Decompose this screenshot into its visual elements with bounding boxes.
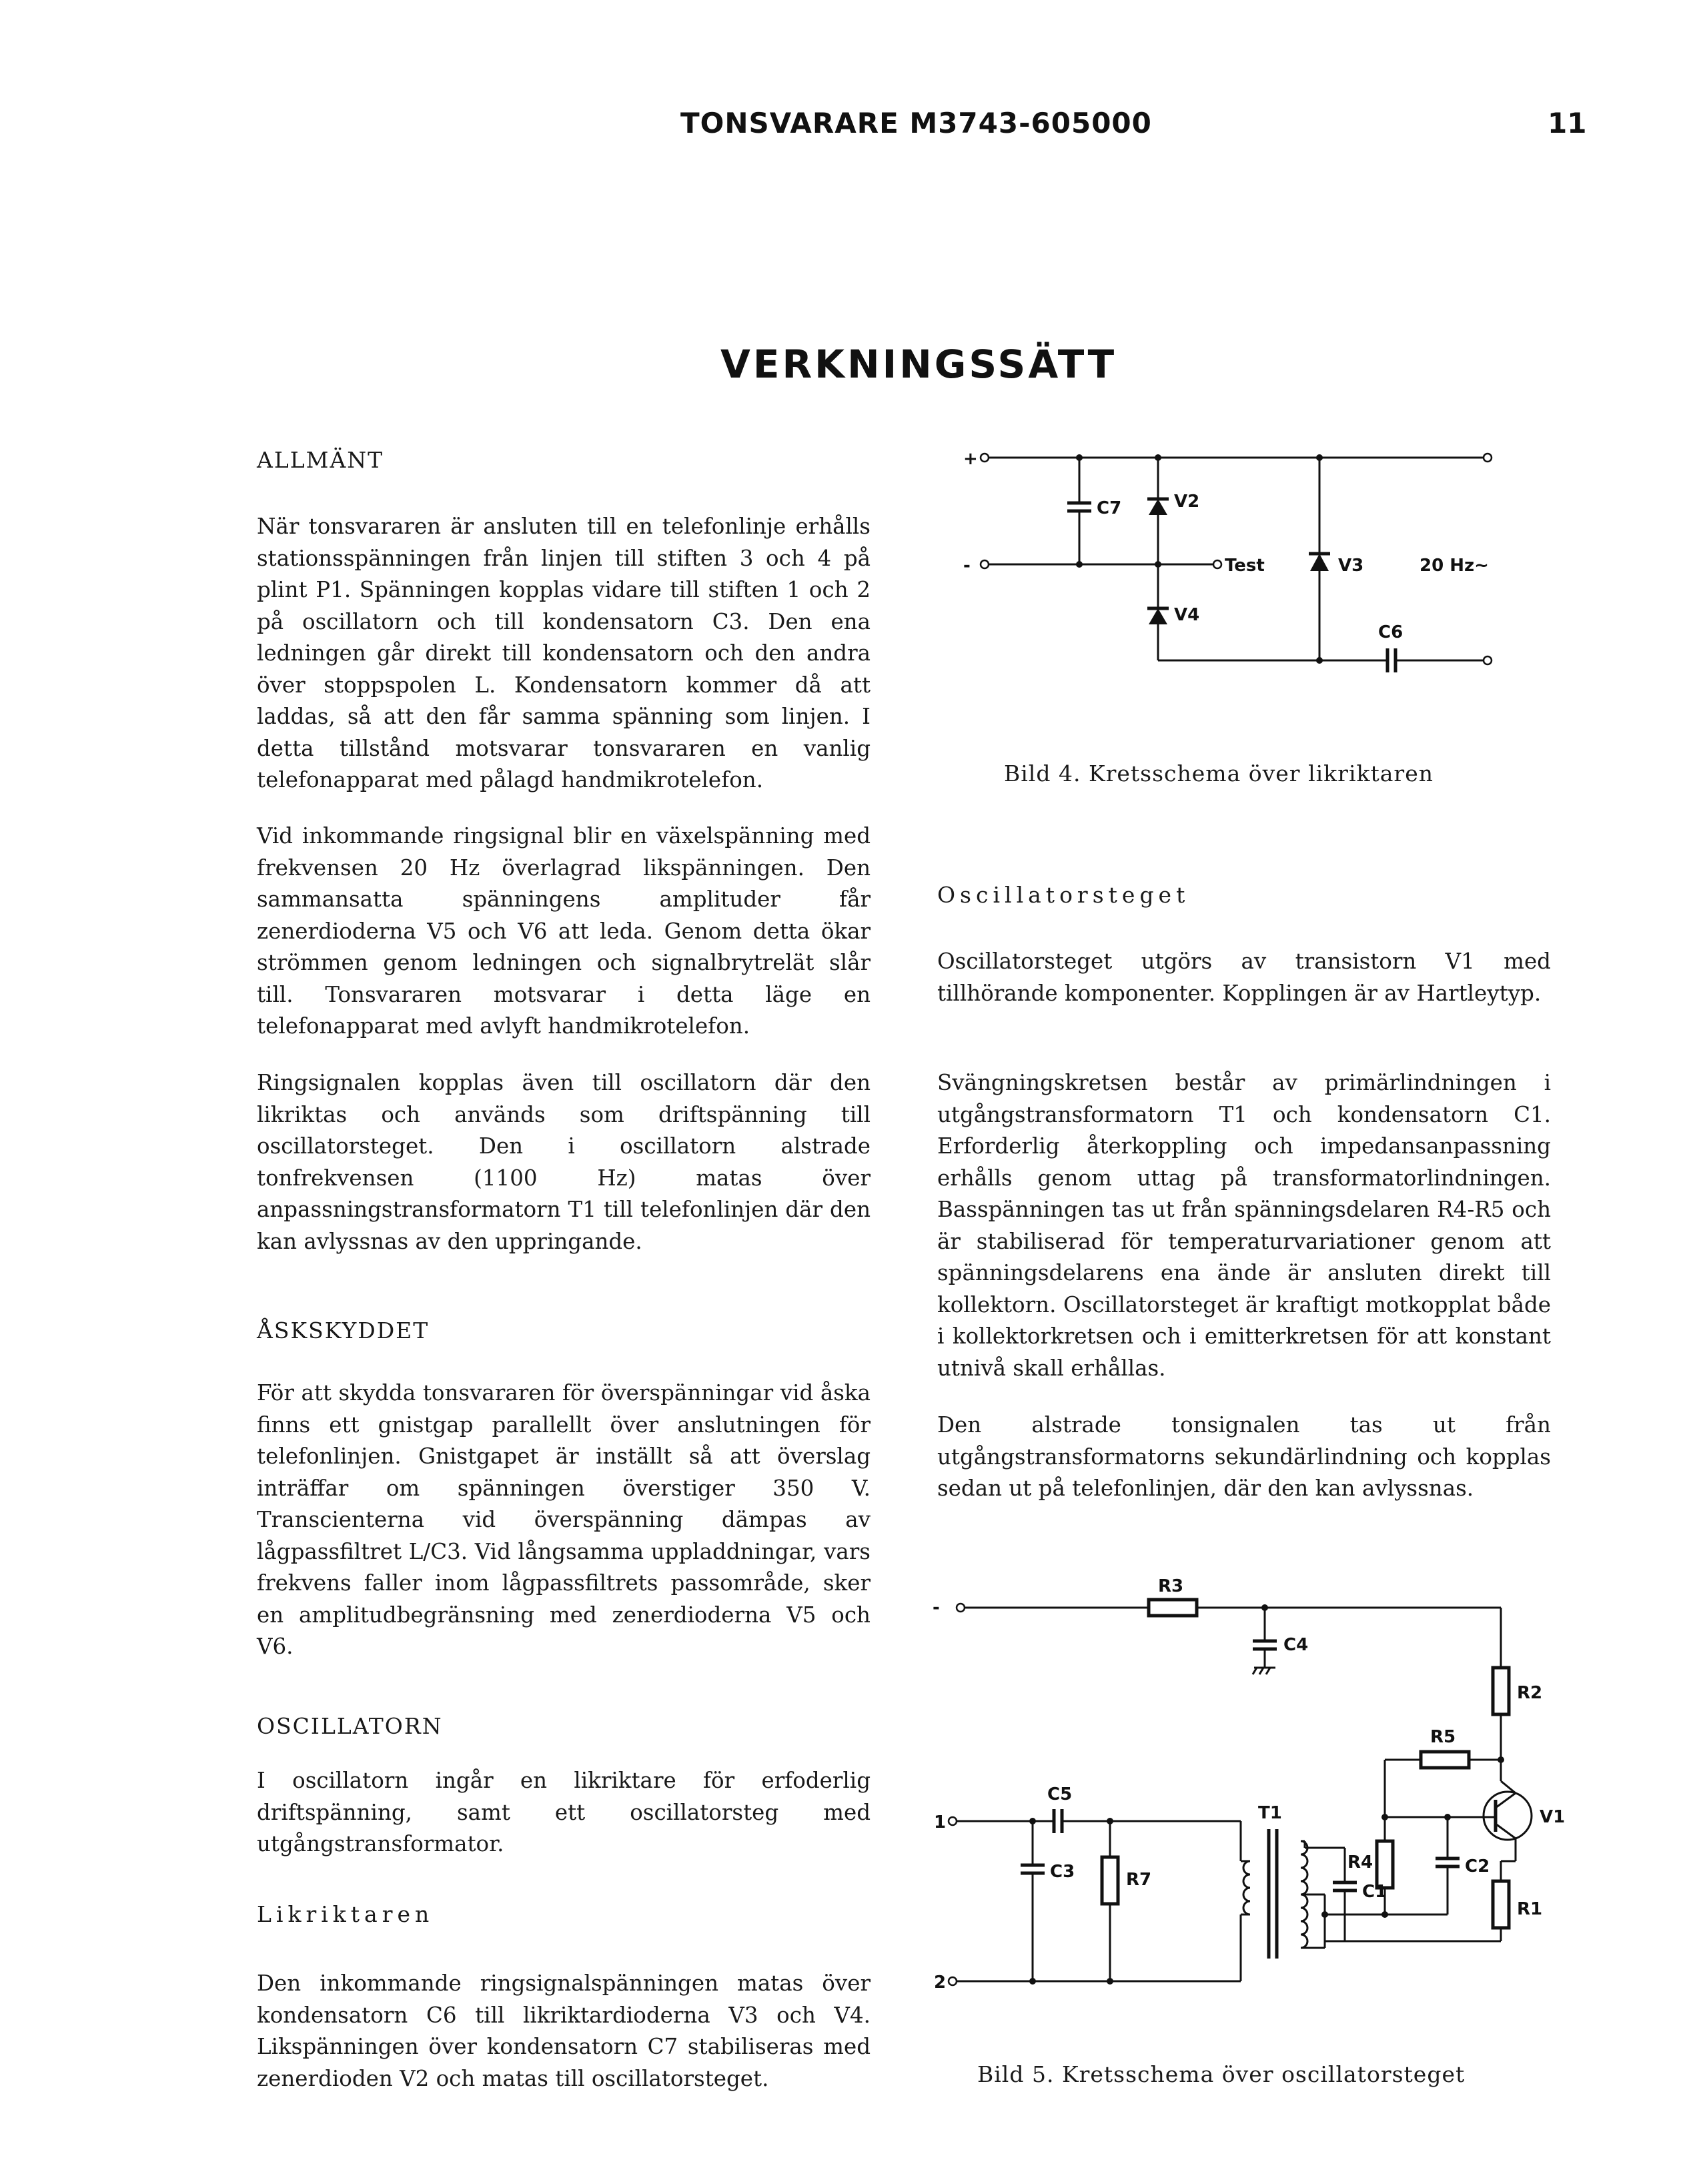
- page-title: VERKNINGSSÄTT: [720, 342, 1117, 387]
- figure-5-oscillator-schematic: [927, 1568, 1566, 1995]
- fig5-resistor-r7: [1102, 1857, 1118, 1904]
- fig5-label-c5: C5: [1047, 1784, 1073, 1804]
- paragraph-likriktaren: Den inkommande ringsignalspänningen matas över kondensatorn C6 till likriktardioderna V3 och V4. Likspänningen över kondensatorn C7 stabiliseras med zenerdioden V2 och matas till oscillatorsteget.: [257, 1971, 871, 2091]
- figure-4-rectifier-schematic: [961, 440, 1508, 687]
- fig5-resistor-r3: [1149, 1600, 1197, 1616]
- fig4-label-v3: V3: [1338, 556, 1364, 576]
- fig4-label-v2: V2: [1174, 492, 1200, 512]
- paragraph-oscillatorsteget-2: Svängningskretsen består av primärlindningen i utgångstransformatorn T1 och kondensatorn C1. Erforderlig återkoppling och impedansanpassning erhålls genom uttag på transformatorlindningen. Basspänningen tas ut från spänningsdelaren R4-R5 och är stabiliserad för temperaturvariationer genom att spänningsdelarens ena ände är ansluten direkt till kollektorn. Oscillatorsteget är kraftigt motkopplat både i kollektorkretsen och i emitterkretsen för att konstant utnivå skall erhållas.: [937, 1070, 1551, 1381]
- paragraph-allmant-1: När tonsvararen är ansluten till en telefonlinje erhålls stationsspänningen från linjen till stiften 3 och 4 på plint P1. Spänningen kopplas vidare till stiften 1 och 2 på oscillatorn och till kondensatorn C3. Den ena ledningen går direkt till kondensatorn och den andra över stoppspolen L. Kondensatorn kommer då att laddas, så att den får samma spänning som linjen. I detta tillstånd motsvarar tonsvararen en vanlig telefonapparat med pålagd handmikrotelefon.: [257, 514, 871, 792]
- fig5-resistor-r5: [1421, 1752, 1469, 1768]
- fig4-label-v4: V4: [1174, 605, 1200, 625]
- fig5-label-terminal-2: 2: [934, 1973, 947, 1993]
- fig4-label-20hz: 20 Hz~: [1420, 556, 1489, 576]
- fig4-terminal-plus: [981, 454, 989, 462]
- paragraph-askskyddet: För att skydda tonsvararen för överspänningar vid åska finns ett gnistgap parallellt över anslutningen för telefonlinjen. Gnistgapet är inställt så att överslag inträffar om spänningen överstiger 350 V. Transcienterna vid överspänning dämpas av lågpassfiltret L/C3. Vid långsamma uppladdningar, vars frekvens faller inom lågpassfiltrets passområde, sker en amplitudbegränsning med zenerdioderna V5 och V6.: [257, 1380, 871, 1659]
- fig4-diode-v3: [1310, 554, 1329, 571]
- running-header-title: TONSVARARE M3743-605000: [680, 107, 1152, 139]
- fig5-terminal-1: [949, 1817, 957, 1825]
- paragraph-allmant-3: Ringsignalen kopplas även till oscillatorn där den likriktas och används som driftspänning till oscillatorsteget. Den i oscillatorn alstrade tonfrekvensen (1100 Hz) matas över anpassningstransformatorn T1 till telefonlinjen där den kan avlyssnas av den uppringande.: [257, 1070, 871, 1254]
- fig5-label-v1: V1: [1540, 1807, 1566, 1827]
- fig5-label-r3: R3: [1158, 1576, 1184, 1596]
- heading-oscillatorn: OSCILLATORN: [257, 1713, 443, 1739]
- heading-allmant: ALLMÄNT: [257, 447, 384, 473]
- fig5-label-c2: C2: [1465, 1856, 1490, 1876]
- heading-askskyddet: ÅSKSKYDDET: [257, 1317, 430, 1343]
- paragraph-oscillatorn-1: I oscillatorn ingår en likriktare för erfoderlig driftspänning, samt ett oscillatorsteg med utgångstransformator.: [257, 1768, 871, 1856]
- fig4-label-minus: -: [963, 556, 971, 576]
- heading-likriktaren: Likriktaren: [257, 1901, 434, 1927]
- fig5-resistor-r4: [1377, 1841, 1393, 1888]
- heading-oscillatorsteget: Oscillatorsteget: [937, 882, 1190, 908]
- fig4-label-c7: C7: [1097, 498, 1122, 518]
- fig5-terminal-2: [949, 1977, 957, 1985]
- fig4-label-c6: C6: [1378, 622, 1403, 642]
- fig4-terminal-bottom-right: [1484, 656, 1492, 664]
- paragraph-allmant-2: Vid inkommande ringsignal blir en växelspänning med frekvensen 20 Hz överlagrad likspänningen. Den sammansatta spänningens amplituder får zenerdioderna V5 och V6 att leda. Genom detta ökar strömmen genom ledningen och signalbrytrelät slår till. Tonsvararen motsvarar i detta läge en telefonapparat med avlyft handmikrotelefon.: [257, 823, 871, 1039]
- fig4-label-test: Test: [1225, 556, 1265, 576]
- fig5-resistor-r1: [1493, 1881, 1509, 1928]
- fig4-test-point: [1213, 560, 1221, 568]
- fig5-label-r4: R4: [1347, 1852, 1373, 1872]
- fig5-label-c3: C3: [1050, 1862, 1075, 1882]
- fig4-terminal-top-right: [1484, 454, 1492, 462]
- fig5-label-r7: R7: [1126, 1870, 1152, 1890]
- paragraph-oscillatorsteget-3: Den alstrade tonsignalen tas ut från utgångstransformatorns sekundärlindning och kopplas sedan ut på telefonlinjen, där den kan avlyssnas.: [937, 1412, 1551, 1501]
- paragraph-oscillatorsteget-1: Oscillatorsteget utgörs av transistorn V1 med tillhörande komponenter. Kopplingen är av Hartleytyp.: [937, 949, 1551, 1006]
- fig4-diode-v2: [1149, 499, 1167, 515]
- fig5-label-c4: C4: [1283, 1635, 1309, 1655]
- fig5-label-terminal-1: 1: [934, 1812, 947, 1832]
- fig5-label-r2: R2: [1517, 1683, 1543, 1703]
- figure-5-caption: Bild 5. Kretsschema över oscillatorsteget: [977, 2061, 1466, 2087]
- fig5-terminal-minus: [957, 1604, 965, 1612]
- fig5-label-c1: C1: [1362, 1882, 1387, 1902]
- fig5-label-t1: T1: [1258, 1803, 1282, 1823]
- fig5-resistor-r2: [1493, 1668, 1509, 1714]
- fig5-transformer-secondary: [1243, 1861, 1250, 1915]
- fig5-label-r1: R1: [1517, 1899, 1543, 1919]
- fig4-terminal-minus: [981, 560, 989, 568]
- fig4-diode-v4: [1149, 608, 1167, 624]
- fig5-label-minus: -: [933, 1598, 940, 1618]
- fig4-label-plus: +: [963, 449, 978, 469]
- figure-4-caption: Bild 4. Kretsschema över likriktaren: [1004, 760, 1434, 786]
- page-number: 11: [1548, 107, 1587, 139]
- fig5-label-r5: R5: [1430, 1727, 1456, 1747]
